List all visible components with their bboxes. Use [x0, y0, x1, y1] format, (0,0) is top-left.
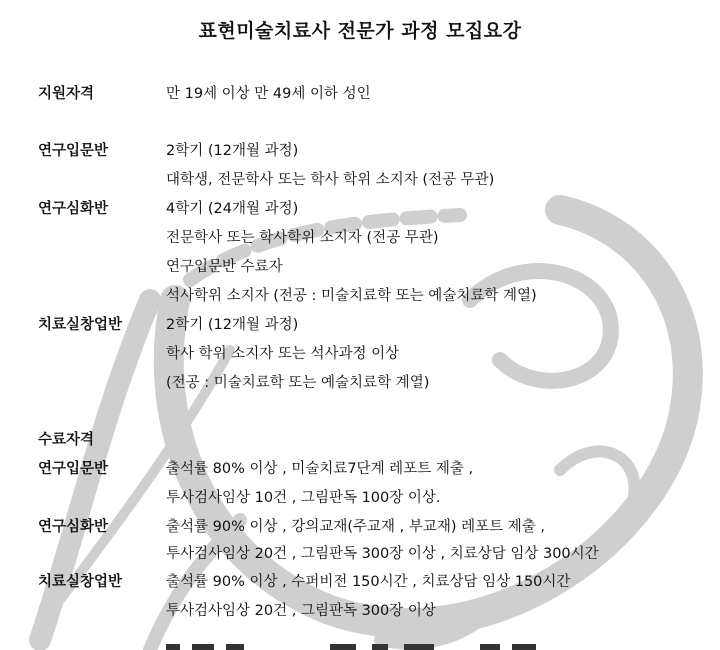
program-label-startup: 치료실창업반	[38, 317, 123, 333]
program-line: 석사학위 소지자 (전공 : 미술치료학 또는 예술치료학 계열)	[166, 288, 537, 304]
completion-line: 투사검사임상 10건 , 그림판독 100장 이상.	[166, 490, 441, 506]
completion-line: 출석률 80% 이상 , 미술치료7단계 레포트 제출 ,	[166, 461, 474, 477]
program-line: (전공 : 미술치료학 또는 예술치료학 계열)	[166, 375, 430, 391]
program-label-advanced: 연구심화반	[38, 201, 109, 217]
page-title: 표현미술치료사 전문가 과정 모집요강	[198, 20, 522, 42]
eligibility-value: 만 19세 이상 만 49세 이하 성인	[166, 86, 371, 102]
program-line: 2학기 (12개월 과정)	[166, 317, 299, 333]
completion-heading: 수료자격	[38, 432, 95, 448]
completion-label-advanced: 연구심화반	[38, 519, 109, 535]
completion-line: 출석률 90% 이상 , 수퍼비전 150시간 , 치료상담 임상 150시간	[166, 574, 571, 590]
completion-label-intro: 연구입문반	[38, 461, 109, 477]
cutoff-next-line	[0, 638, 720, 650]
completion-line: 출석률 90% 이상 , 강의교재(주교재 , 부교재) 레포트 제출 ,	[166, 519, 545, 535]
program-line: 4학기 (24개월 과정)	[166, 201, 299, 217]
program-line: 학사 학위 소지자 또는 석사과정 이상	[166, 346, 400, 362]
program-line: 전문학사 또는 학사학위 소지자 (전공 무관)	[166, 230, 439, 246]
program-line: 2학기 (12개월 과정)	[166, 143, 299, 159]
program-label-intro: 연구입문반	[38, 143, 109, 159]
completion-line: 투사검사임상 20건 , 그림판독 300장 이상 , 치료상담 임상 300시간	[166, 546, 599, 562]
eligibility-label: 지원자격	[38, 86, 95, 102]
program-line: 대학생, 전문학사 또는 학사 학위 소지자 (전공 무관)	[166, 172, 495, 188]
completion-line: 투사검사임상 20건 , 그림판독 300장 이상	[166, 603, 436, 619]
completion-label-startup: 치료실창업반	[38, 574, 123, 590]
program-line: 연구입문반 수료자	[166, 259, 283, 275]
